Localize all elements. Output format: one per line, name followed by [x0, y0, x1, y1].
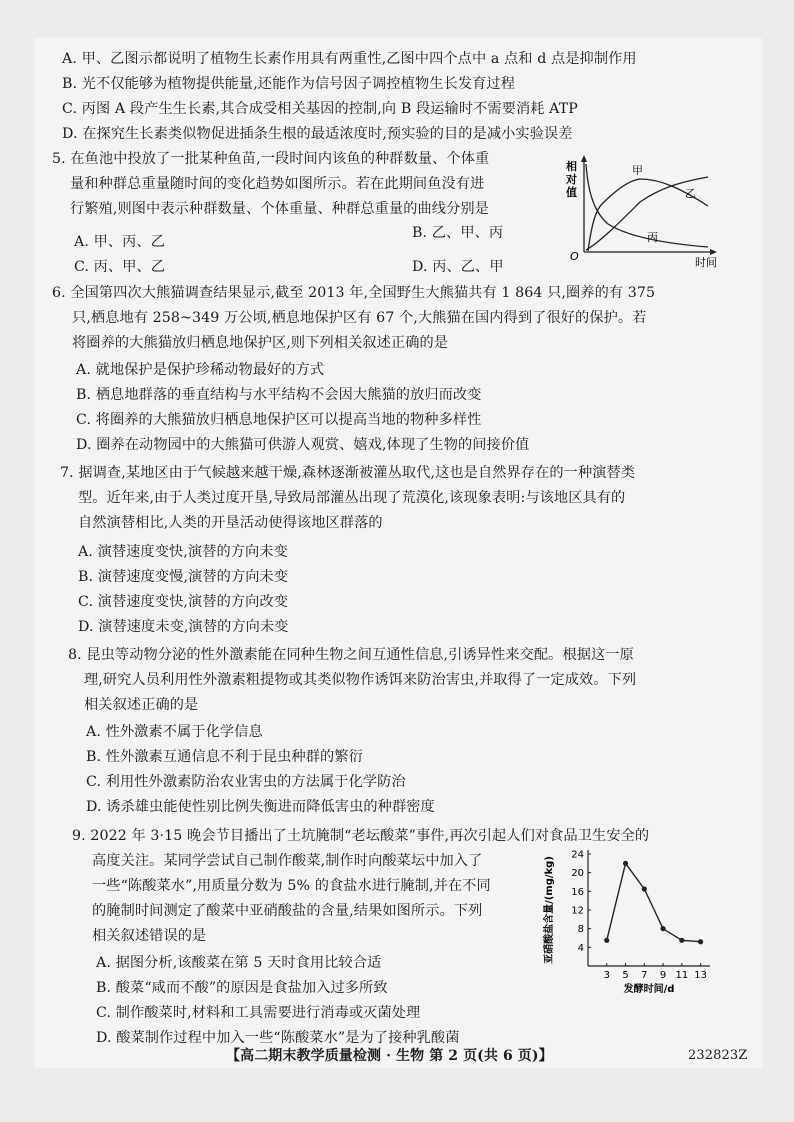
q9-option-c: C. 制作酸菜时,材料和工具需要进行消毒或灭菌处理	[96, 1005, 421, 1021]
q9-stem-line-1: 9. 2022 年 3·15 晚会节目播出了土坑腌制“老坛酸菜”事件,再次引起人们对食品卫生安全的	[72, 828, 650, 844]
q8-stem-line-1: 8. 昆虫等动物分泌的性外激素能在同种生物之间互通性信息,引诱异性来交配。根据这一原	[68, 647, 634, 663]
q7-option-d: D. 演替速度未变,演替的方向未变	[78, 619, 289, 635]
q6-stem-line-1: 6. 全国第四次大熊猫调查结果显示,截至 2013 年,全国野生大熊猫共有 1 864 只,圈养的有 375	[52, 285, 656, 301]
q6-stem-line-2: 只,栖息地有 258~349 万公顷,栖息地保护区有 67 个,大熊猫在国内得到了很好的保护。若	[72, 310, 647, 326]
nitrite-data-point	[623, 861, 628, 866]
q8-option-d: D. 诱杀雄虫能使性别比例失衡进而降低害虫的种群密度	[86, 799, 435, 815]
nitrite-data-point	[604, 938, 609, 943]
q6-option-c: C. 将圈养的大熊猫放归栖息地保护区可以提高当地的物种多样性	[76, 412, 482, 428]
q5-stem-line-2: 量和种群总重量随时间的变化趋势如图所示。若在此期间鱼没有进	[70, 176, 485, 192]
q8-stem-line-3: 相关叙述正确的是	[84, 697, 199, 713]
q5-stem-line-1: 5. 在鱼池中投放了一批某种鱼苗,一段时间内该鱼的种群数量、个体重	[52, 151, 490, 167]
q9-stem-line-4: 的腌制时间测定了酸菜中亚硝酸盐的含量,结果如图所示。下列	[92, 903, 483, 919]
nitrite-data-point	[698, 939, 703, 944]
q8-option-a: A. 性外激素不属于化学信息	[86, 724, 263, 740]
q7-option-b: B. 演替速度变慢,演替的方向未变	[78, 569, 289, 585]
q5-curve-chart	[560, 152, 730, 272]
q5-ylabel-1: 相	[566, 160, 577, 173]
footer-code: 232823Z	[688, 1048, 748, 1063]
q4-option-c: C. 丙图 A 段产生生长素,其合成受相关基因的控制,向 B 段运输时不需要消耗 ATP	[62, 101, 578, 117]
q9-stem-line-2: 高度关注。某同学尝试自己制作酸菜,制作时向酸菜坛中加入了	[92, 853, 483, 869]
q5-label-bing: 丙	[647, 231, 658, 244]
q5-stem-line-3: 行繁殖,则图中表示种群数量、个体重量、种群总重量的曲线分别是	[70, 201, 489, 217]
nitrite-x-tick-label: 3	[603, 970, 610, 981]
q5-y-arrow	[581, 155, 587, 162]
nitrite-x-tick-label: 11	[675, 970, 689, 981]
nitrite-chart-xlabel: 发酵时间/d	[623, 984, 675, 995]
q9-option-b: B. 酸菜“咸而不酸”的原因是食盐加入过多所致	[96, 980, 388, 996]
nitrite-x-tick-label: 9	[659, 970, 667, 981]
nitrite-y-tick-label: 4	[577, 942, 584, 954]
nitrite-y-tick-label: 24	[571, 849, 584, 861]
q5-x-arrow	[710, 249, 717, 255]
nitrite-y-tick-label: 12	[571, 905, 584, 917]
footer-label: 【高二期末教学质量检测 · 生物 第 2 页(共 6 页)】	[226, 1048, 553, 1064]
q5-option-b: B. 乙、甲、丙	[412, 225, 504, 241]
q9-option-a: A. 据图分析,该酸菜在第 5 天时食用比较合适	[96, 955, 382, 971]
q5-option-c: C. 丙、甲、乙	[74, 259, 166, 275]
q5-origin-label: O	[570, 250, 579, 263]
nitrite-x-tick-label: 5	[622, 970, 629, 981]
q7-stem-line-3: 自然演替相比,人类的开垦活动使得该地区群落的	[78, 515, 383, 531]
q4-option-a: A. 甲、乙图示都说明了植物生长素作用具有两重性,乙图中四个点中 a 点和 d 点是抑制作用	[62, 51, 637, 67]
q7-stem-line-2: 型。近年来,由于人类过度开垦,导致局部灌丛出现了荒漠化,该现象表明:与该地区具有的	[78, 490, 626, 506]
nitrite-chart-ylabel: 亚硝酸盐含量/(mg/kg)	[544, 856, 555, 964]
nitrite-chart-axes	[571, 850, 710, 982]
q9-stem-line-3: 一些“陈酸菜水”,用质量分数为 5% 的食盐水进行腌制,并在不同	[92, 878, 491, 894]
q4-option-d: D. 在探究生长素类似物促进插条生根的最适浓度时,预实验的目的是减小实验误差	[62, 126, 573, 142]
q6-option-d: D. 圈养在动物园中的大熊猫可供游人观赏、嬉戏,体现了生物的间接价值	[76, 437, 530, 453]
q6-option-b: B. 栖息地群落的垂直结构与水平结构不会因大熊猫的放归而改变	[76, 387, 482, 403]
nitrite-chart-marks	[604, 861, 703, 945]
nitrite-y-tick-label: 8	[577, 924, 584, 936]
q7-option-a: A. 演替速度变快,演替的方向未变	[78, 544, 288, 560]
q9-stem-line-5: 相关叙述错误的是	[92, 928, 207, 944]
q8-stem-line-2: 理,研究人员利用性外激素粗提物或其类似物作诱饵来防治害虫,并取得了一定成效。下列	[84, 672, 637, 688]
q4-option-b: B. 光不仅能够为植物提供能量,还能作为信号因子调控植物生长发育过程	[62, 76, 515, 92]
q7-option-c: C. 演替速度变快,演替的方向改变	[78, 594, 289, 610]
q6-stem-line-3: 将圈养的大熊猫放归栖息地保护区,则下列相关叙述正确的是	[72, 335, 449, 351]
q5-label-yi: 乙	[685, 187, 696, 200]
q5-ylabel-2: 对	[566, 173, 577, 186]
nitrite-y-tick-label: 20	[571, 868, 584, 880]
nitrite-data-point	[679, 938, 684, 943]
q8-option-c: C. 利用性外激素防治农业害虫的方法属于化学防治	[86, 774, 406, 790]
nitrite-series-line	[607, 863, 701, 941]
nitrite-x-tick-label: 7	[641, 970, 648, 981]
nitrite-line-chart	[538, 838, 718, 998]
q7-stem-line-1: 7. 据调查,某地区由于气候越来越干燥,森林逐渐被灌丛取代,这也是自然界存在的一种演替类	[60, 465, 636, 481]
q5-ylabel-3: 值	[566, 186, 577, 199]
nitrite-data-point	[660, 926, 665, 931]
q5-option-a: A. 甲、丙、乙	[74, 234, 166, 250]
q9-option-d: D. 酸菜制作过程中加入一些“陈酸菜水”是为了接种乳酸菌	[96, 1030, 460, 1046]
q5-xlabel: 时间	[695, 256, 717, 269]
q5-option-d: D. 丙、乙、甲	[412, 259, 504, 275]
nitrite-data-point	[642, 886, 647, 891]
nitrite-x-tick-label: 13	[694, 970, 707, 981]
q8-option-b: B. 性外激素互通信息不利于昆虫种群的繁衍	[86, 749, 363, 765]
q6-option-a: A. 就地保护是保护珍稀动物最好的方式	[76, 362, 325, 378]
nitrite-y-tick-label: 16	[571, 886, 584, 898]
q5-label-jia: 甲	[632, 164, 643, 177]
